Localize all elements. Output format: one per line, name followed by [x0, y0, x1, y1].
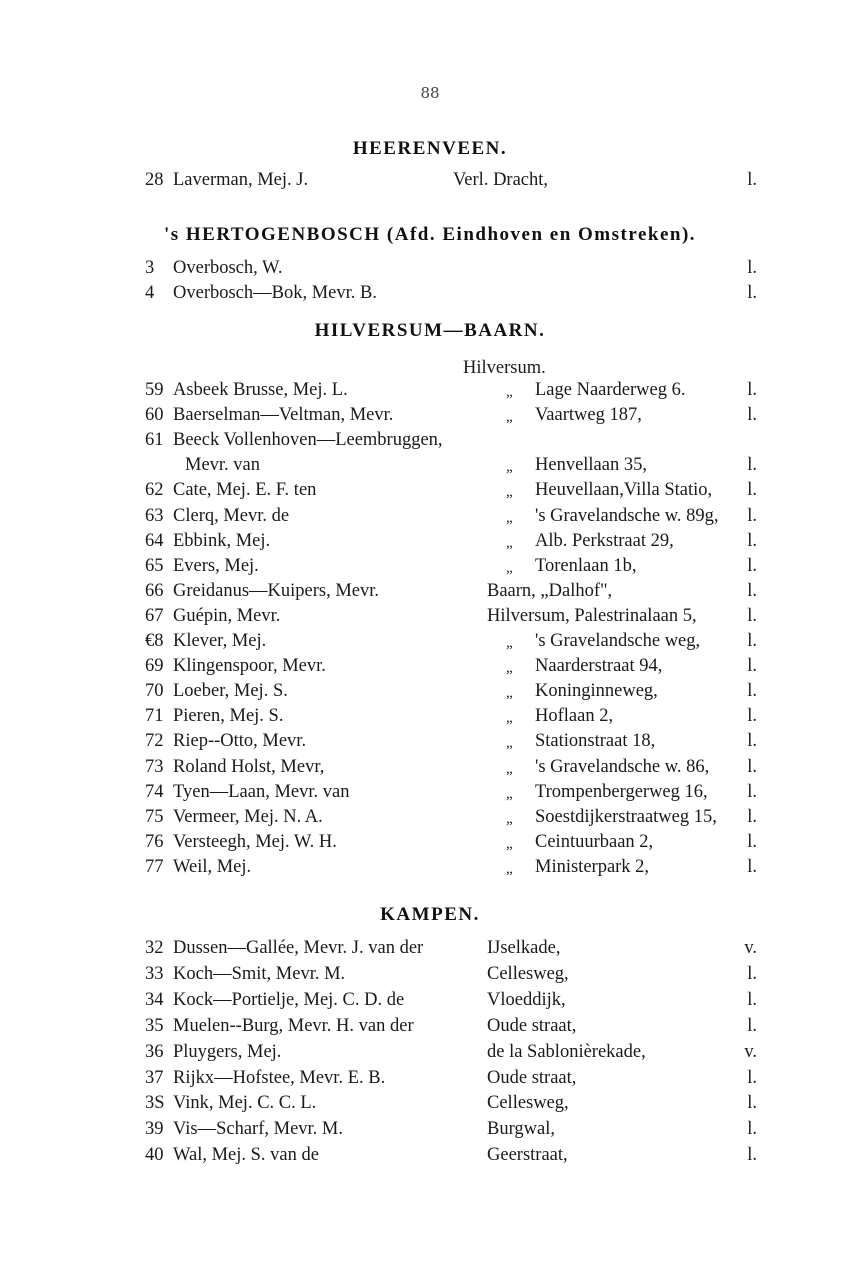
- member-name: Kock—Portielje, Mej. C. D. de: [173, 989, 405, 1010]
- member-name: Overbosch—Bok, Mevr. B.: [173, 283, 377, 303]
- member-entry: [145, 531, 757, 555]
- ditto-mark: „: [506, 785, 513, 802]
- member-name: Weil, Mej.: [173, 856, 252, 877]
- ditto-mark: „: [506, 735, 513, 752]
- member-address: Stationstraat 18,: [535, 731, 656, 752]
- member-address: Burgwal,: [487, 1119, 556, 1140]
- membership-status: v.: [744, 1041, 757, 1062]
- membership-status: l.: [747, 856, 757, 877]
- member-name: Muelen--Burg, Mevr. H. van der: [173, 1015, 414, 1036]
- section-heading: HILVERSUM—BAARN.: [314, 320, 546, 341]
- member-number: 60: [145, 405, 164, 426]
- member-entry: [145, 681, 757, 705]
- membership-status: l.: [747, 656, 757, 677]
- member-number: 64: [145, 530, 164, 551]
- membership-status: l.: [747, 963, 757, 984]
- member-name: Roland Holst, Mevr,: [173, 756, 325, 777]
- member-address: Hilversum, Palestrinalaan 5,: [487, 605, 697, 626]
- member-number: 63: [145, 505, 164, 526]
- member-number: 35: [145, 1015, 164, 1036]
- member-name: Vis—Scharf, Mevr. M.: [173, 1119, 343, 1140]
- ditto-mark: „: [506, 509, 513, 526]
- member-entry: [145, 506, 757, 530]
- member-entry: [145, 283, 757, 307]
- membership-status: l.: [747, 283, 757, 303]
- member-entry: [145, 581, 757, 605]
- member-name: Mevr. van: [185, 455, 261, 476]
- membership-status: l.: [747, 731, 757, 752]
- member-entry: [145, 938, 757, 962]
- member-entry: [145, 1145, 757, 1169]
- member-address: Alb. Perkstraat 29,: [535, 530, 674, 551]
- membership-status: l.: [747, 1015, 757, 1036]
- membership-status: l.: [747, 480, 757, 501]
- ditto-mark: „: [506, 459, 513, 476]
- member-number: €8: [145, 631, 164, 651]
- member-address: Soestdijkerstraatweg 15,: [535, 806, 717, 827]
- member-number: 37: [145, 1067, 164, 1088]
- membership-status: l.: [747, 580, 757, 601]
- member-entry: [145, 1016, 757, 1040]
- member-number: 36: [145, 1041, 164, 1062]
- member-name: Clerq, Mevr. de: [173, 505, 290, 526]
- member-address: Vaartweg 187,: [535, 405, 642, 426]
- ditto-mark: „: [506, 635, 513, 651]
- ditto-mark: „: [506, 409, 513, 426]
- member-number: 69: [145, 656, 164, 677]
- ditto-mark: „: [506, 710, 513, 727]
- member-entry: [145, 1119, 757, 1143]
- member-name: Loeber, Mej. S.: [173, 681, 288, 702]
- member-name: Riep--Otto, Mevr.: [173, 731, 307, 752]
- member-entry: [145, 964, 757, 988]
- member-entry: [145, 757, 757, 781]
- member-entry: [145, 731, 757, 755]
- member-address: Oude straat,: [487, 1067, 577, 1088]
- member-name: Beeck Vollenhoven—Leembruggen,: [173, 430, 443, 451]
- member-address: Cellesweg,: [487, 963, 569, 984]
- member-address: 's Gravelandsche w. 89g,: [535, 505, 719, 526]
- ditto-mark: „: [506, 484, 513, 501]
- membership-status: l.: [747, 455, 757, 476]
- member-entry: [145, 606, 757, 630]
- member-name: Asbeek Brusse, Mej. L.: [173, 380, 348, 400]
- ditto-mark: „: [506, 835, 513, 852]
- membership-status: l.: [747, 681, 757, 702]
- member-address: Naarderstraat 94,: [535, 656, 663, 677]
- member-number: 3: [145, 258, 155, 278]
- member-name: Overbosch, W.: [173, 258, 283, 278]
- member-number: 62: [145, 480, 164, 501]
- member-entry: [145, 656, 757, 680]
- member-number: 59: [145, 380, 164, 400]
- member-name: Cate, Mej. E. F. ten: [173, 480, 317, 501]
- membership-status: l.: [747, 1093, 757, 1114]
- member-number: 71: [145, 706, 164, 727]
- member-address: Koninginneweg,: [535, 681, 658, 702]
- member-name: Wal, Mej. S. van de: [173, 1145, 319, 1166]
- member-number: 3S: [145, 1093, 165, 1114]
- member-number: 74: [145, 781, 164, 802]
- member-name: Greidanus—Kuipers, Mevr.: [173, 580, 380, 601]
- member-number: 28: [145, 170, 164, 190]
- member-entry: [145, 1093, 757, 1117]
- member-name: Koch—Smit, Mevr. M.: [173, 963, 346, 984]
- membership-status: l.: [747, 706, 757, 727]
- member-address: Vloeddijk,: [487, 989, 566, 1010]
- membership-status: l.: [747, 1119, 757, 1140]
- member-number: 66: [145, 580, 164, 601]
- member-entry: [145, 405, 757, 429]
- member-entry: [145, 380, 757, 404]
- member-address: IJselkade,: [487, 938, 561, 958]
- membership-status: l.: [747, 1067, 757, 1088]
- member-number: 4: [145, 283, 155, 303]
- member-entry: [145, 706, 757, 730]
- member-entry: [145, 1042, 757, 1066]
- member-address: Torenlaan 1b,: [535, 555, 637, 576]
- member-number: 34: [145, 989, 164, 1010]
- member-address: Henvellaan 35,: [535, 455, 647, 476]
- member-name: Laverman, Mej. J.: [173, 170, 309, 190]
- membership-status: l.: [747, 530, 757, 551]
- membership-status: l.: [747, 555, 757, 576]
- member-entry: [145, 170, 757, 194]
- ditto-mark: „: [506, 810, 513, 827]
- member-name: Klingenspoor, Mevr.: [173, 656, 326, 677]
- member-number: 33: [145, 963, 164, 984]
- member-address: Verl. Dracht,: [453, 170, 549, 190]
- membership-status: l.: [747, 631, 757, 651]
- ditto-mark: „: [506, 685, 513, 702]
- member-number: 61: [145, 430, 164, 451]
- section-heading: 's HERTOGENBOSCH (Afd. Eindhoven en Omstreken).: [163, 224, 697, 245]
- membership-status: l.: [747, 170, 757, 190]
- member-name: Versteegh, Mej. W. H.: [173, 831, 337, 852]
- membership-status: l.: [747, 989, 757, 1010]
- member-name: Vermeer, Mej. N. A.: [173, 806, 323, 827]
- member-name: Pluygers, Mej.: [173, 1041, 282, 1062]
- member-number: 65: [145, 555, 164, 576]
- member-address: 's Gravelandsche w. 86,: [535, 756, 710, 777]
- membership-status: v.: [744, 938, 757, 958]
- member-address: Trompenbergerweg 16,: [535, 781, 708, 802]
- membership-status: l.: [747, 831, 757, 852]
- member-name: Guépin, Mevr.: [173, 605, 281, 626]
- member-entry: [145, 430, 757, 454]
- member-name: Tyen—Laan, Mevr. van: [173, 781, 350, 802]
- member-address: Ceintuurbaan 2,: [535, 831, 654, 852]
- membership-status: l.: [747, 781, 757, 802]
- member-address: Oude straat,: [487, 1015, 577, 1036]
- member-entry: [145, 556, 757, 580]
- member-address: Cellesweg,: [487, 1093, 569, 1114]
- member-entry: [145, 631, 757, 655]
- section-heading: HEERENVEEN.: [352, 138, 508, 159]
- membership-status: l.: [747, 405, 757, 426]
- member-name: Dussen—Gallée, Mevr. J. van der: [173, 938, 424, 958]
- member-address: Ministerpark 2,: [535, 856, 650, 877]
- member-name: Evers, Mej.: [173, 555, 259, 576]
- member-number: 32: [145, 938, 164, 958]
- member-address: Geerstraat,: [487, 1145, 568, 1166]
- section-heading: KAMPEN.: [380, 904, 480, 925]
- member-number: 67: [145, 605, 164, 626]
- member-entry: [145, 782, 757, 806]
- membership-status: l.: [747, 505, 757, 526]
- member-address: Lage Naarderweg 6.: [535, 380, 686, 400]
- ditto-mark: „: [506, 760, 513, 777]
- member-number: 73: [145, 756, 164, 777]
- member-name: Baerselman—Veltman, Mevr.: [173, 405, 394, 426]
- member-entry: [145, 990, 757, 1014]
- page-number: 88: [420, 84, 440, 102]
- member-entry: [145, 1068, 757, 1092]
- member-address: Heuvellaan,Villa Statio,: [535, 480, 713, 501]
- membership-status: l.: [747, 756, 757, 777]
- member-entry: [145, 832, 757, 856]
- place-label: Hilversum.: [463, 358, 546, 378]
- member-name: Vink, Mej. C. C. L.: [173, 1093, 317, 1114]
- member-entry: [145, 480, 757, 504]
- member-number: 72: [145, 731, 164, 752]
- ditto-mark: „: [506, 384, 513, 400]
- membership-status: l.: [747, 380, 757, 400]
- ditto-mark: „: [506, 534, 513, 551]
- member-number: 76: [145, 831, 164, 852]
- member-name: Klever, Mej.: [173, 631, 267, 651]
- member-name: Ebbink, Mej.: [173, 530, 271, 551]
- ditto-mark: „: [506, 860, 513, 877]
- membership-status: l.: [747, 258, 757, 278]
- ditto-mark: „: [506, 660, 513, 677]
- member-entry: [145, 857, 757, 881]
- member-number: 70: [145, 681, 164, 702]
- member-name: Rijkx—Hofstee, Mevr. E. B.: [173, 1067, 386, 1088]
- membership-status: l.: [747, 806, 757, 827]
- member-entry: [145, 807, 757, 831]
- member-number: 40: [145, 1145, 164, 1166]
- member-address: 's Gravelandsche weg,: [535, 631, 701, 651]
- member-address: de la Sablonièrekade,: [487, 1041, 646, 1062]
- member-entry: [145, 258, 757, 282]
- membership-status: l.: [747, 1145, 757, 1166]
- member-number: 39: [145, 1119, 164, 1140]
- member-entry: [145, 455, 757, 479]
- member-name: Pieren, Mej. S.: [173, 706, 284, 727]
- member-address: Hoflaan 2,: [535, 706, 614, 727]
- member-number: 75: [145, 806, 164, 827]
- member-address: Baarn, „Dalhof",: [487, 580, 613, 601]
- membership-status: l.: [747, 605, 757, 626]
- ditto-mark: „: [506, 559, 513, 576]
- member-number: 77: [145, 856, 164, 877]
